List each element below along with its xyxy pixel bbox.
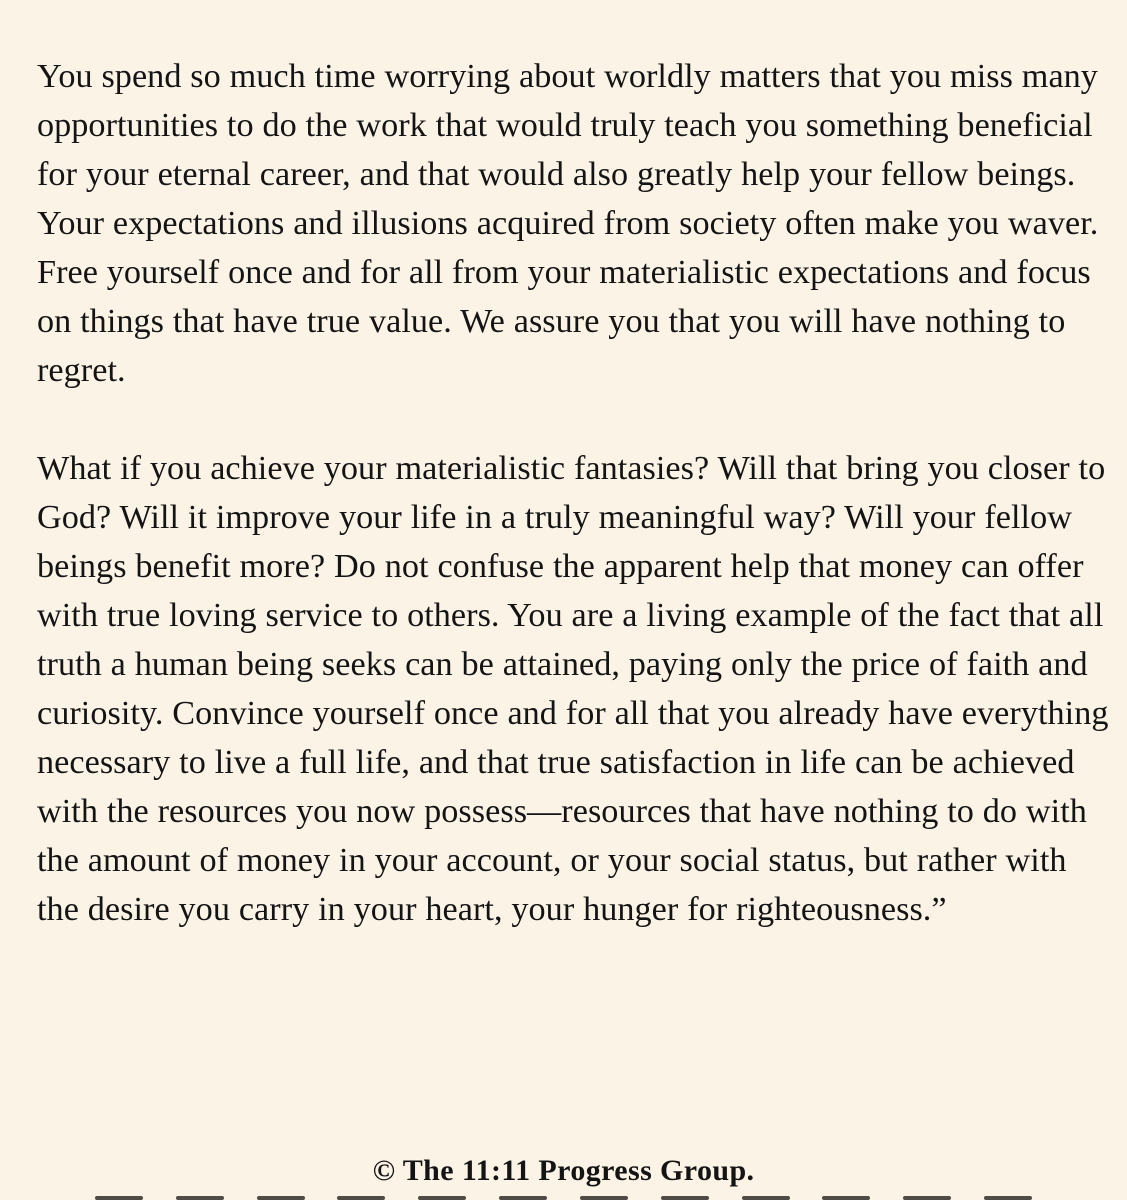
clipped-word [418, 1196, 466, 1200]
copyright-notice: © The 11:11 Progress Group. [372, 1154, 755, 1187]
clipped-word [499, 1196, 547, 1200]
clipped-word [822, 1196, 870, 1200]
clipped-word [95, 1196, 143, 1200]
clipped-word [903, 1196, 951, 1200]
clipped-word [984, 1196, 1032, 1200]
clipped-word [337, 1196, 385, 1200]
clipped-word [580, 1196, 628, 1200]
paragraph-1: You spend so much time worrying about worldly matters that you miss many opportunities to do the work that would truly teach you something beneficial for your eternal career, and that would also greatly help your fellow beings. Your expectations and illusions acquired from society often make you waver. Free yourself once and for all from your materialistic expectations and focus on things that have true value. We assure you that you will have nothing to regret. [37, 58, 1099, 389]
paragraph-2: What if you achieve your materialistic fantasies? Will that bring you closer to God? Will it improve your life in a truly meaningful way? Will your fellow beings benefit more? Do not confuse the apparent help that money can offer with true loving service to others. You are a living example of the fact that all truth a human being seeks can be attained, paying only the price of faith and curiosity. Convince yourself once and for all that you already have everything necessary to live a full life, and that true satisfaction in life can be achieved with the resources you now possess—resources that have nothing to do with the amount of money in your account, or your social status, but rather with the desire you carry in your heart, your hunger for righteousness.” [37, 450, 1109, 928]
message-text [37, 52, 1109, 934]
clipped-text-line [0, 1191, 1127, 1200]
clipped-word [661, 1196, 709, 1200]
clipped-word [742, 1196, 790, 1200]
clipped-word [176, 1196, 224, 1200]
clipped-word [257, 1196, 305, 1200]
